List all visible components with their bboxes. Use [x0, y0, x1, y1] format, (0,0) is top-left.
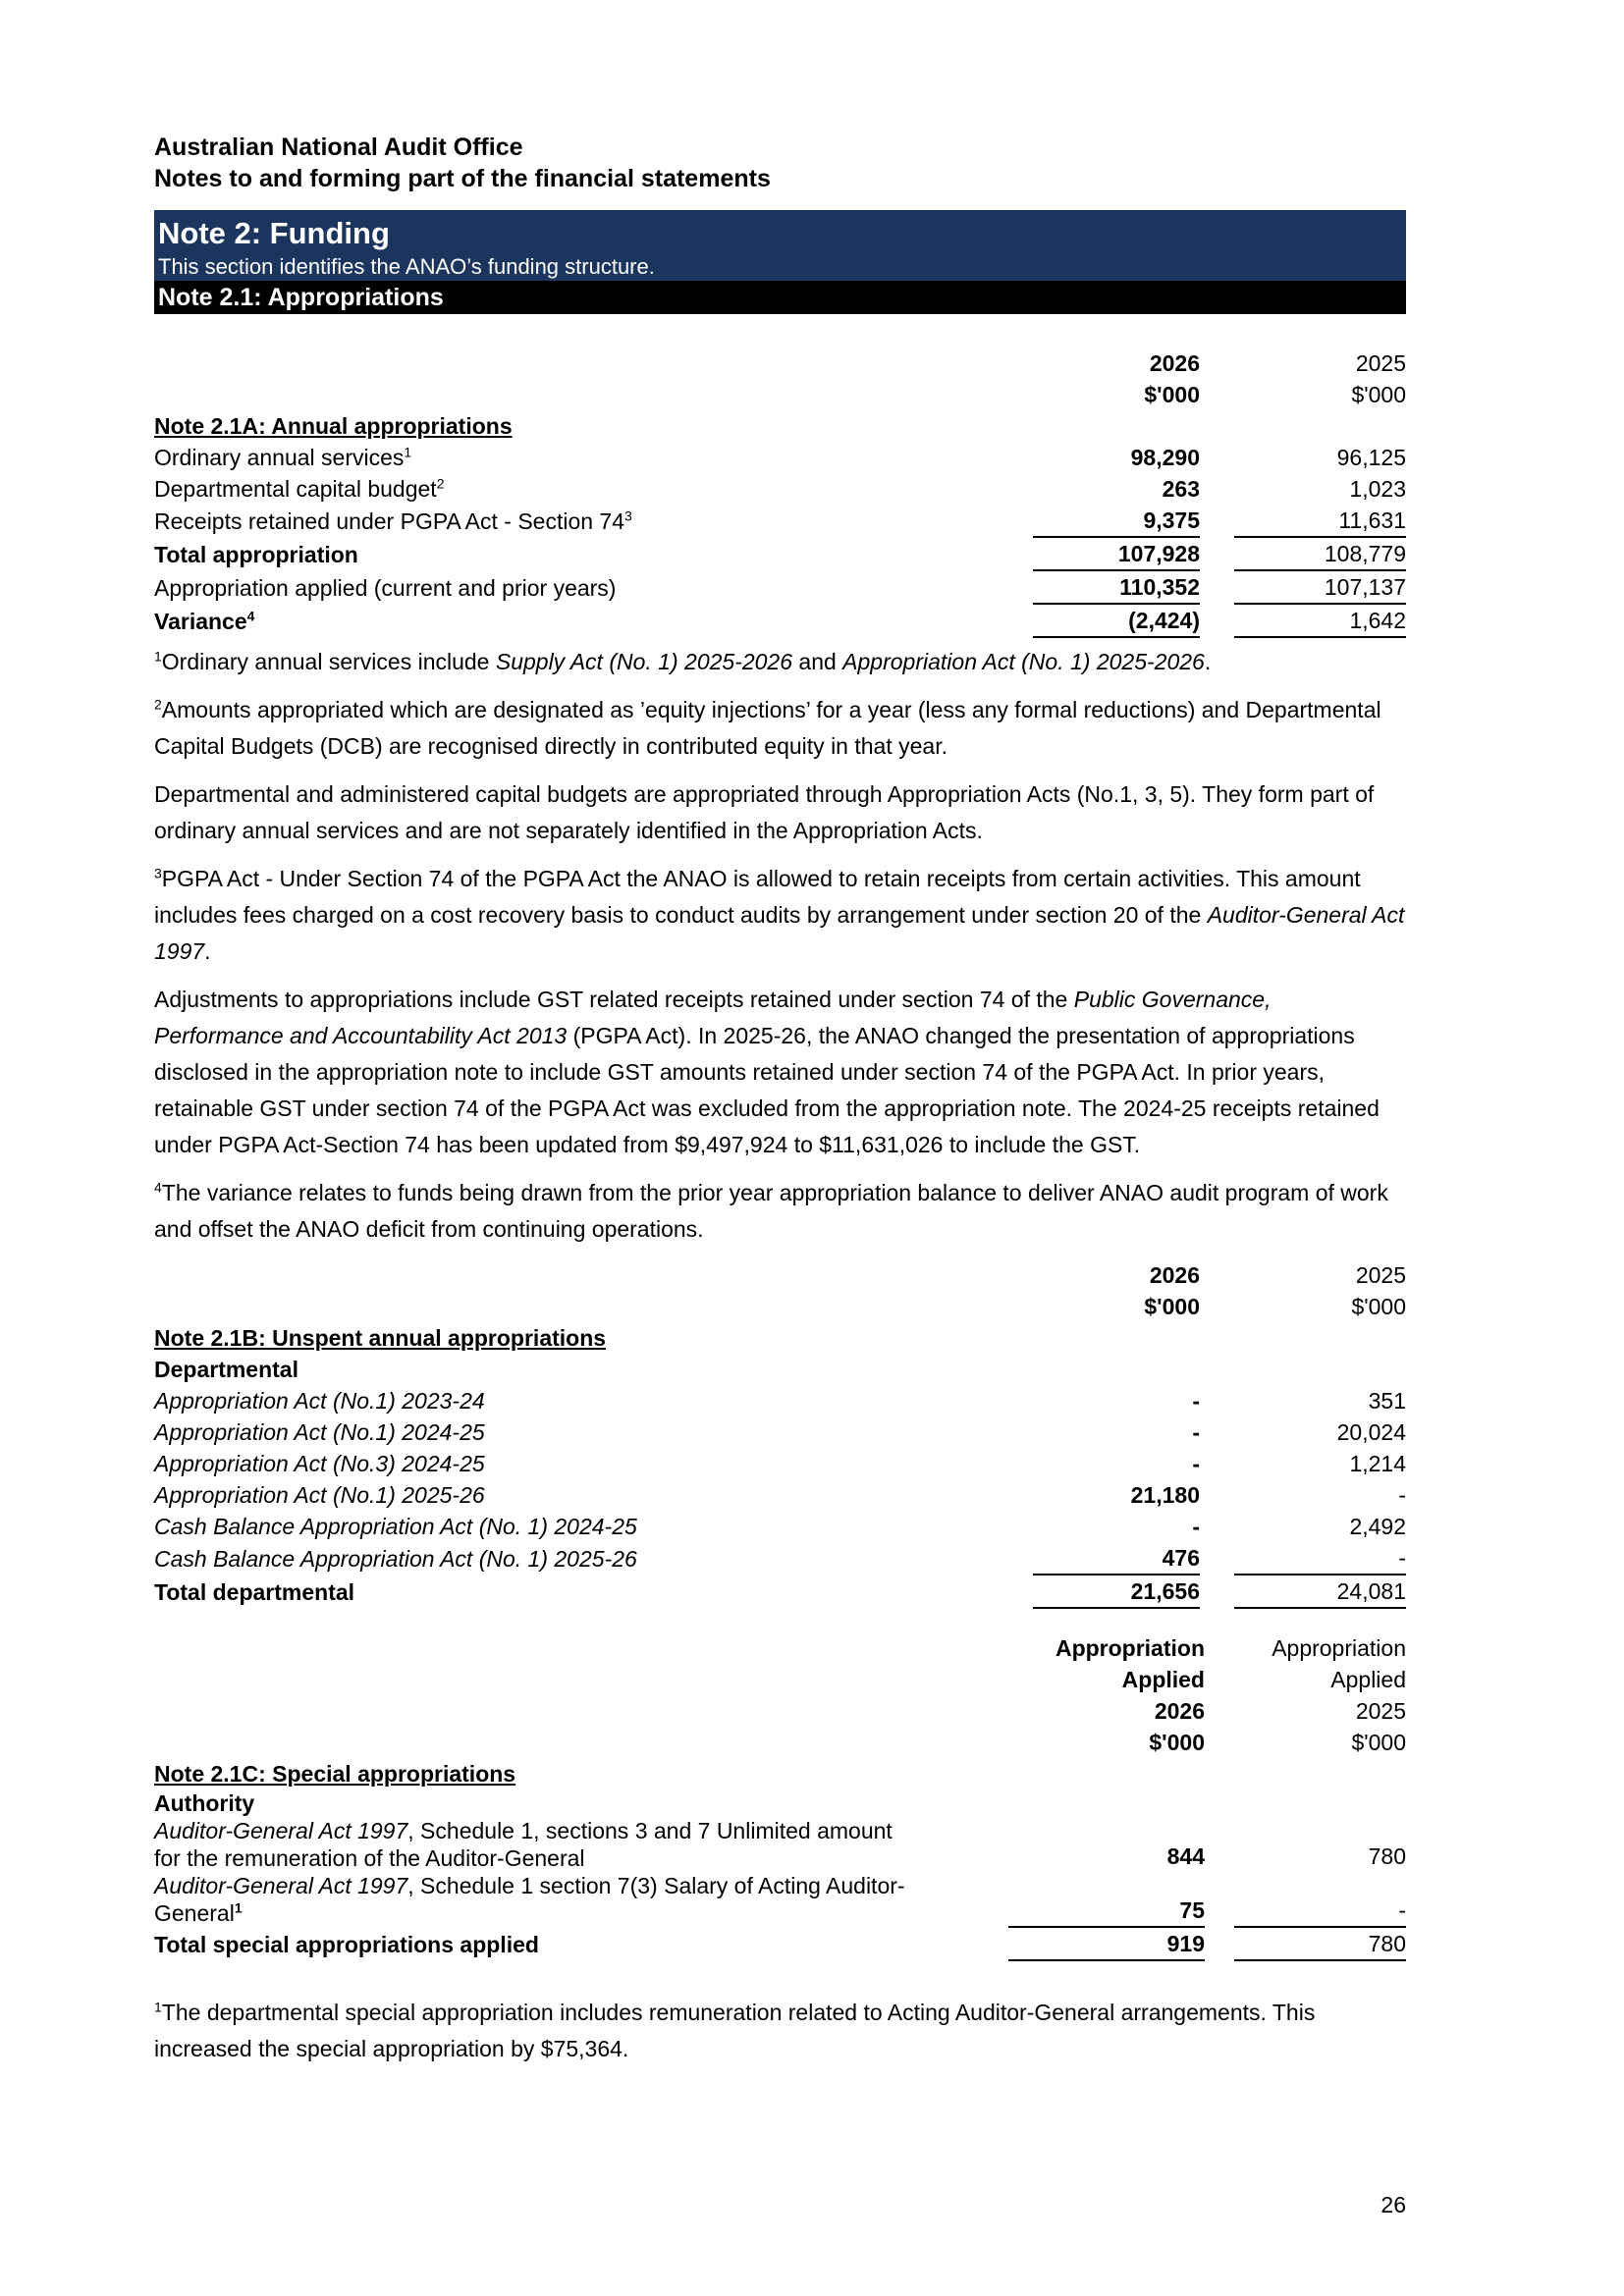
total-row: [154, 1575, 1406, 1608]
value-2026: -: [1192, 1514, 1200, 1539]
column-unit-row: [154, 1727, 1406, 1758]
table-b-title: Note 2.1B: Unspent annual appropriations: [154, 1325, 607, 1351]
column-header-row: [154, 1664, 1406, 1695]
table-row: [154, 570, 1406, 604]
footnote-text: and: [792, 649, 843, 674]
column-header-row: [154, 347, 1406, 379]
table-row: [154, 1479, 1406, 1511]
total-row: [154, 537, 1406, 570]
col-unit-2025: $'000: [1351, 382, 1406, 407]
act-name: Auditor-General Act 1997: [154, 1818, 408, 1843]
page-subtitle: Notes to and forming part of the financial statements: [154, 165, 771, 192]
value-2025: 780: [1368, 1843, 1406, 1869]
col-unit-2025: $'000: [1351, 1294, 1406, 1319]
table-row: [154, 505, 1406, 537]
table-title-row: [154, 1322, 1406, 1354]
group-label: Authority: [154, 1790, 255, 1816]
table-a-title: Note 2.1A: Annual appropriations: [154, 413, 513, 439]
footnote-text: PGPA Act - Under Section 74 of the PGPA Act the ANAO is allowed to retain receipts from certain activities. This amount includes fees charged on a cost recovery basis to conduct audits by arrangement under section 20 of the: [154, 866, 1361, 928]
value-2026: 9,375: [1143, 507, 1200, 533]
footnote-2-continued: Departmental and administered capital budgets are appropriated through Appropriation Acts (No.1, 3, 5). They form part of ordinary annual services and are not separately identified in the Appropriation Acts.: [154, 781, 1375, 843]
value-2025: 351: [1368, 1388, 1406, 1414]
table-title-row: [154, 410, 1406, 442]
value-2026: 110,352: [1033, 570, 1200, 604]
act-name: Supply Act (No. 1) 2025-2026: [495, 649, 793, 674]
value-2025: 96,125: [1336, 445, 1406, 470]
footnote-marker: 1: [154, 648, 162, 665]
subsection-title: Note 2.1: Appropriations: [154, 281, 1406, 314]
footnotes-a: [154, 644, 1406, 1248]
footnote-text: .: [1204, 649, 1212, 674]
footnote-marker: 4: [154, 1179, 162, 1196]
footnote-ref: 2: [436, 475, 445, 492]
col-head-line2: Applied: [1330, 1667, 1406, 1692]
footnote-text: Adjustments to appropriations include GST related receipts retained under section 74 of the: [154, 987, 1074, 1012]
org-name: Australian National Audit Office: [154, 133, 523, 161]
annual-appropriations-table: [154, 347, 1406, 638]
footnote-marker: 2: [154, 696, 162, 713]
value-2025: -: [1398, 1482, 1406, 1508]
group-row: [154, 1354, 1406, 1385]
value-2026: -: [1192, 1451, 1200, 1476]
table-row: [154, 1817, 1406, 1872]
footnote-text: (PGPA Act). In 2025-26, the ANAO changed the presentation of appropriations disclosed in the appropriation note to include GST amounts retained under section 74 of the PGPA Act. In prior years, retainable GST under section 74 of the PGPA Act was excluded from the appropriation note. The 2024-25 receipts retained under PGPA Act-Section 74 has been updated from $9,497,924 to $11,631,026 to include the GST.: [154, 1023, 1380, 1157]
table-row: [154, 1542, 1406, 1575]
row-label: Cash Balance Appropriation Act (No. 1) 2024-25: [154, 1514, 637, 1539]
row-label: Appropriation Act (No.1) 2024-25: [154, 1419, 485, 1445]
value-2026: 98,290: [1130, 445, 1200, 470]
row-label: Total special appropriations applied: [154, 1932, 539, 1957]
row-label: [154, 1817, 1008, 1872]
footnote-4: [154, 1175, 1406, 1248]
group-row: [154, 1789, 1406, 1817]
column-header-row: [154, 1695, 1406, 1727]
col-year-2025: 2025: [1355, 350, 1406, 376]
footnote-2: [154, 692, 1406, 765]
total-row: [154, 1927, 1406, 1960]
col-year-2025: 2025: [1355, 1262, 1406, 1288]
row-label: Variance: [154, 609, 247, 634]
table-row: [154, 1872, 1406, 1927]
footnote-ref: 1: [234, 1899, 243, 1916]
value-2026: 263: [1162, 476, 1200, 502]
column-header-row: [154, 1632, 1406, 1664]
value-2026: -: [1192, 1419, 1200, 1445]
value-2025: 108,779: [1234, 537, 1406, 570]
variance-row: [154, 604, 1406, 637]
row-label: Departmental capital budget: [154, 476, 437, 502]
section-banner: [154, 210, 1406, 281]
value-2025: 24,081: [1234, 1575, 1406, 1608]
value-2025: 780: [1234, 1927, 1406, 1960]
row-label: Appropriation Act (No.3) 2024-25: [154, 1451, 485, 1476]
col-year-2026: 2026: [1149, 350, 1200, 376]
column-unit-row: [154, 379, 1406, 410]
table-row: [154, 1448, 1406, 1479]
section-description: This section identifies the ANAO’s funding structure.: [158, 254, 655, 279]
row-label: Total departmental: [154, 1579, 355, 1605]
value-2025: 2,492: [1349, 1514, 1406, 1539]
col-unit-2026: $'000: [1144, 1294, 1200, 1319]
value-2026: 75: [1008, 1872, 1205, 1927]
value-2026: 21,656: [1033, 1575, 1200, 1608]
table-row: [154, 1385, 1406, 1416]
act-name: Auditor-General Act 1997: [154, 902, 1405, 964]
value-2025: 1,642: [1234, 604, 1406, 637]
row-label: Appropriation applied (current and prior years): [154, 575, 617, 601]
col-unit-2026: $'000: [1149, 1730, 1205, 1755]
value-2026: 844: [1166, 1843, 1205, 1869]
row-text: for the remuneration of the Auditor-General: [154, 1845, 585, 1871]
section-title: Note 2: Funding: [158, 216, 390, 250]
table-row: [154, 1416, 1406, 1448]
footnote-1: [154, 644, 1406, 680]
row-text: , Schedule 1 section 7(3) Salary of Acting Auditor-: [407, 1873, 905, 1898]
value-2026: (2,424): [1033, 604, 1200, 637]
value-2025: 1,023: [1349, 476, 1406, 502]
value-2025: 107,137: [1234, 570, 1406, 604]
value-2025: -: [1234, 1872, 1406, 1927]
col-head-line1: Appropriation: [1055, 1635, 1205, 1661]
table-row: [154, 1511, 1406, 1542]
table-row: [154, 473, 1406, 505]
value-2025: 1,214: [1349, 1451, 1406, 1476]
col-head-line2: Applied: [1121, 1667, 1205, 1692]
value-2025: 20,024: [1336, 1419, 1406, 1445]
act-name: Public Governance, Performance and Accountability Act 2013: [154, 987, 1272, 1048]
value-2025: 11,631: [1338, 507, 1406, 533]
col-year-2025: 2025: [1355, 1698, 1406, 1724]
act-name: Appropriation Act (No. 1) 2025-2026: [842, 649, 1205, 674]
column-unit-row: [154, 1291, 1406, 1322]
row-text: General: [154, 1900, 235, 1926]
row-label: Appropriation Act (No.1) 2023-24: [154, 1388, 485, 1414]
special-appropriations-table: [154, 1632, 1406, 1961]
value-2026: 919: [1008, 1927, 1205, 1960]
footnote-marker: 3: [154, 865, 162, 881]
col-unit-2025: $'000: [1351, 1730, 1406, 1755]
table-title-row: [154, 1758, 1406, 1789]
table-row: [154, 442, 1406, 473]
footnote-text: .: [204, 938, 211, 964]
row-label: Appropriation Act (No.1) 2025-26: [154, 1482, 485, 1508]
footnote-ref: 4: [246, 608, 255, 624]
page-number: 26: [1380, 2192, 1406, 2217]
row-label: [154, 1872, 1008, 1927]
row-label: Ordinary annual services: [154, 445, 405, 470]
act-name: Auditor-General Act 1997: [154, 1873, 408, 1898]
footnote-marker: 1: [154, 1999, 162, 2015]
group-label: Departmental: [154, 1357, 298, 1382]
footnote-ref: 1: [404, 444, 412, 460]
col-year-2026: 2026: [1149, 1262, 1200, 1288]
unspent-appropriations-table: [154, 1259, 1406, 1609]
row-label: Receipts retained under PGPA Act - Section 74: [154, 508, 625, 534]
table-c-title: Note 2.1C: Special appropriations: [154, 1761, 516, 1787]
footnote-3: [154, 861, 1406, 970]
col-head-line1: Appropriation: [1272, 1635, 1406, 1661]
footnote-ref: 3: [624, 507, 632, 524]
row-text: , Schedule 1, sections 3 and 7 Unlimited amount: [407, 1818, 893, 1843]
footnote-text: Ordinary annual services include: [161, 649, 496, 674]
page-content: [154, 132, 1406, 2079]
value-2026: 21,180: [1130, 1482, 1200, 1508]
footnote-text: The departmental special appropriation includes remuneration related to Acting Auditor-General arrangements. This increased the special appropriation by $75,364.: [154, 2000, 1316, 2061]
row-label: Total appropriation: [154, 542, 358, 567]
col-unit-2026: $'000: [1144, 382, 1200, 407]
value-2026: 476: [1162, 1545, 1200, 1571]
value-2026: -: [1192, 1388, 1200, 1414]
col-year-2026: 2026: [1154, 1698, 1205, 1724]
footnote-text: Amounts appropriated which are designated as ’equity injections’ for a year (less any formal reductions) and Departmental Capital Budgets (DCB) are recognised directly in contributed equity in that year.: [154, 697, 1381, 759]
footnote-text: The variance relates to funds being drawn from the prior year appropriation balance to deliver ANAO audit program of work and offset the ANAO deficit from continuing operations.: [154, 1180, 1388, 1242]
column-header-row: [154, 1259, 1406, 1291]
value-2026: 107,928: [1033, 537, 1200, 570]
value-2025: -: [1398, 1545, 1406, 1571]
footnote-3-continued: [154, 982, 1406, 1163]
row-label: Cash Balance Appropriation Act (No. 1) 2025-26: [154, 1546, 637, 1572]
footnote-special: [154, 1995, 1406, 2067]
